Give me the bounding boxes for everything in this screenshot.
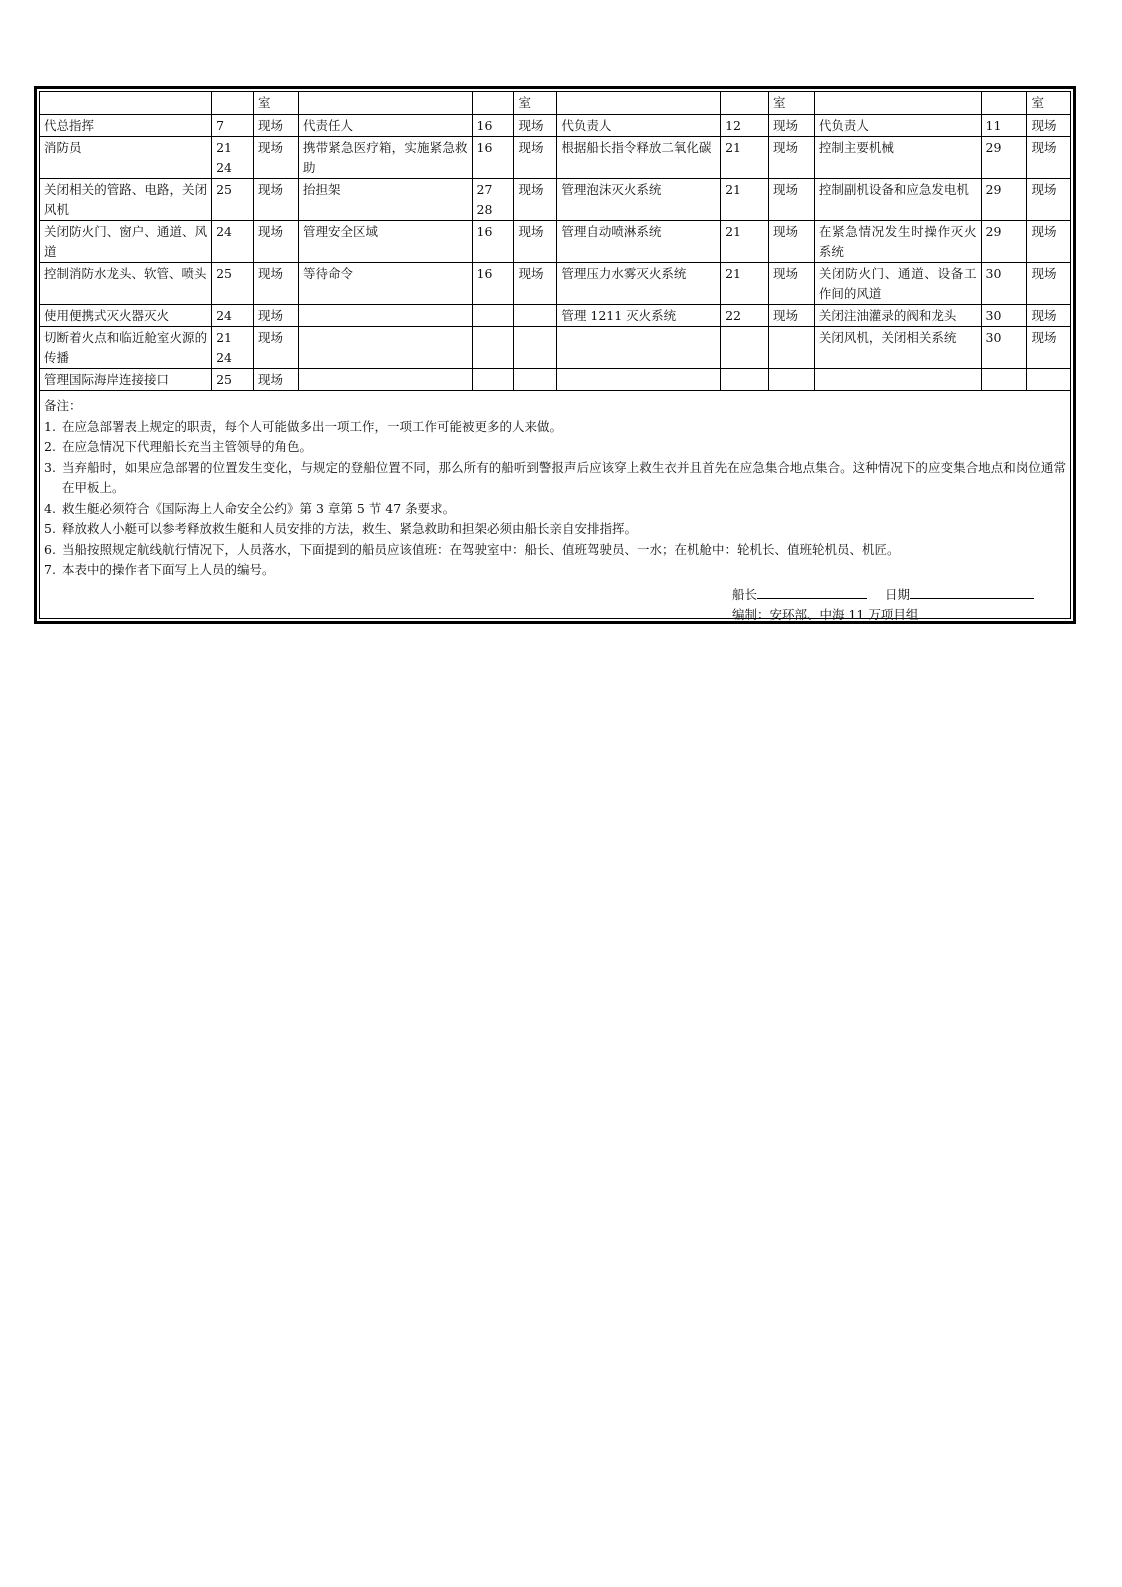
location-col-d-cell — [1027, 368, 1070, 390]
location-col-a-cell: 现场 — [254, 178, 299, 220]
duty-col-c-cell: 管理自动喷淋系统 — [557, 220, 721, 262]
duty-col-b-cell: 管理安全区域 — [298, 220, 472, 262]
number-col-c-cell: 21 — [721, 136, 769, 178]
duty-col-c-cell: 代负责人 — [557, 114, 721, 136]
note-item — [44, 540, 1066, 561]
note-number: 7. — [44, 562, 56, 577]
location-col-c-cell: 室 — [768, 92, 814, 114]
duty-col-c-cell — [557, 368, 721, 390]
duty-col-c-cell: 管理泡沫灭火系统 — [557, 178, 721, 220]
duty-col-b-cell: 抬担架 — [298, 178, 472, 220]
note-number: 3. — [44, 459, 56, 475]
number-col-c-cell — [721, 92, 769, 114]
location-col-d-cell: 现场 — [1027, 326, 1070, 368]
number-col-b-cell: 27 28 — [472, 178, 514, 220]
note-text: 释放救人小艇可以参考释放救生艇和人员安排的方法，救生、紧急救助和担架必须由船长亲自安排指挥。 — [62, 521, 638, 536]
notes-section — [40, 396, 1070, 581]
date-blank — [910, 584, 1034, 599]
note-number: 5. — [44, 521, 56, 536]
note-text: 当船按照规定航线航行情况下，人员落水，下面提到的船员应该值班：在驾驶室中：船长、值班驾驶员、一水；在机舱中：轮机长、值班轮机员、机匠。 — [62, 541, 900, 557]
location-col-c-cell: 现场 — [768, 114, 814, 136]
duty-col-b-cell — [298, 368, 472, 390]
compiled-by: 编制：安环部、中海 11 万项目组 — [732, 607, 919, 622]
location-col-d-cell: 现场 — [1027, 220, 1070, 262]
captain-label: 船长 — [732, 587, 758, 602]
number-col-d-cell: 29 — [981, 136, 1027, 178]
emergency-table-frame — [34, 86, 1076, 624]
number-col-a-cell: 21 24 — [212, 326, 254, 368]
table-row — [40, 220, 1070, 262]
duty-col-a-cell: 代总指挥 — [40, 114, 212, 136]
duty-col-b-cell: 代责任人 — [298, 114, 472, 136]
location-col-c-cell — [768, 368, 814, 390]
duty-col-c-cell — [557, 92, 721, 114]
note-number: 2. — [44, 439, 56, 454]
table-row — [40, 178, 1070, 220]
number-col-d-cell: 30 — [981, 304, 1027, 326]
notes-list — [44, 417, 1066, 581]
location-col-d-cell: 现场 — [1027, 114, 1070, 136]
duty-col-d-cell — [814, 368, 981, 390]
table-row — [40, 136, 1070, 178]
duty-col-b-cell — [298, 304, 472, 326]
duty-col-d-cell: 关闭防火门、通道、设备工作间的风道 — [814, 262, 981, 304]
location-col-a-cell: 现场 — [254, 304, 299, 326]
number-col-a-cell: 21 24 — [212, 136, 254, 178]
duty-col-c-cell: 根据船长指令释放二氧化碳 — [557, 136, 721, 178]
duty-col-c-cell: 管理 1211 灭火系统 — [557, 304, 721, 326]
duty-col-b-cell: 携带紧急医疗箱，实施紧急救助 — [298, 136, 472, 178]
location-col-b-cell: 现场 — [514, 262, 557, 304]
number-col-a-cell: 25 — [212, 178, 254, 220]
number-col-d-cell — [981, 92, 1027, 114]
number-col-a-cell: 24 — [212, 304, 254, 326]
location-col-b-cell: 室 — [514, 92, 557, 114]
note-number: 6. — [44, 541, 56, 557]
location-col-c-cell: 现场 — [768, 220, 814, 262]
duty-col-d-cell: 代负责人 — [814, 114, 981, 136]
location-col-a-cell: 现场 — [254, 262, 299, 304]
location-col-b-cell: 现场 — [514, 178, 557, 220]
number-col-c-cell: 21 — [721, 262, 769, 304]
location-col-c-cell — [768, 326, 814, 368]
number-col-b-cell — [472, 368, 514, 390]
location-col-c-cell: 现场 — [768, 304, 814, 326]
number-col-d-cell: 29 — [981, 220, 1027, 262]
location-col-c-cell: 现场 — [768, 136, 814, 178]
number-col-d-cell: 29 — [981, 178, 1027, 220]
number-col-b-cell — [472, 326, 514, 368]
number-col-b-cell: 16 — [472, 262, 514, 304]
number-col-c-cell: 21 — [721, 178, 769, 220]
duty-col-a-cell: 管理国际海岸连接接口 — [40, 368, 212, 390]
location-col-a-cell: 室 — [254, 92, 299, 114]
number-col-b-cell: 16 — [472, 114, 514, 136]
note-item — [44, 417, 1066, 438]
location-col-a-cell: 现场 — [254, 136, 299, 178]
notes-title: 备注： — [44, 398, 82, 413]
table-header-row — [40, 92, 1070, 114]
number-col-b-cell: 16 — [472, 136, 514, 178]
number-col-a-cell: 7 — [212, 114, 254, 136]
note-item — [44, 437, 1066, 458]
location-col-c-cell: 现场 — [768, 178, 814, 220]
note-text: 本表中的操作者下面写上人员的编号。 — [62, 562, 275, 577]
duty-col-a-cell: 控制消防水龙头、软管、喷头 — [40, 262, 212, 304]
duty-col-b-cell: 等待命令 — [298, 262, 472, 304]
table-row — [40, 114, 1070, 136]
duty-col-d-cell: 在紧急情况发生时操作灭火系统 — [814, 220, 981, 262]
number-col-d-cell — [981, 368, 1027, 390]
note-text: 当弃船时，如果应急部署的位置发生变化，与规定的登船位置不同，那么所有的船听到警报声后应该穿上救生衣并且首先在应急集合地点集合。这种情况下的应变集合地点和岗位通常在甲板上。 — [62, 459, 1066, 495]
location-col-a-cell: 现场 — [254, 326, 299, 368]
note-item — [44, 519, 1066, 540]
number-col-c-cell: 12 — [721, 114, 769, 136]
number-col-d-cell: 11 — [981, 114, 1027, 136]
note-number: 4. — [44, 500, 56, 516]
location-col-b-cell — [514, 368, 557, 390]
number-col-b-cell — [472, 92, 514, 114]
table-row — [40, 262, 1070, 304]
note-text: 救生艇必须符合《国际海上人命安全公约》第 3 章第 5 节 47 条要求。 — [62, 500, 456, 516]
location-col-d-cell: 现场 — [1027, 136, 1070, 178]
number-col-b-cell: 16 — [472, 220, 514, 262]
note-text: 在应急部署表上规定的职责，每个人可能做多出一项工作，一项工作可能被更多的人来做。 — [62, 418, 563, 434]
duty-col-a-cell: 关闭相关的管路、电路，关闭风机 — [40, 178, 212, 220]
duty-col-a-cell: 消防员 — [40, 136, 212, 178]
number-col-a-cell: 25 — [212, 368, 254, 390]
duty-col-a-cell: 切断着火点和临近舱室火源的传播 — [40, 326, 212, 368]
number-col-c-cell: 21 — [721, 220, 769, 262]
note-item — [44, 499, 1066, 520]
location-col-b-cell: 现场 — [514, 136, 557, 178]
location-col-c-cell: 现场 — [768, 262, 814, 304]
duty-col-a-cell: 使用便携式灭火器灭火 — [40, 304, 212, 326]
note-item — [44, 458, 1066, 499]
number-col-a-cell: 25 — [212, 262, 254, 304]
table-row — [40, 326, 1070, 368]
duty-col-a-cell — [40, 92, 212, 114]
note-number: 1. — [44, 418, 56, 434]
table-row — [40, 304, 1070, 326]
location-col-d-cell: 现场 — [1027, 304, 1070, 326]
date-label: 日期 — [884, 587, 910, 602]
duty-col-b-cell — [298, 326, 472, 368]
location-col-d-cell: 室 — [1027, 92, 1070, 114]
location-col-b-cell: 现场 — [514, 220, 557, 262]
duty-col-d-cell — [814, 92, 981, 114]
number-col-d-cell: 30 — [981, 262, 1027, 304]
emergency-duty-table — [40, 92, 1070, 391]
duty-col-d-cell: 控制主要机械 — [814, 136, 981, 178]
number-col-b-cell — [472, 304, 514, 326]
number-col-c-cell: 22 — [721, 304, 769, 326]
location-col-d-cell: 现场 — [1027, 178, 1070, 220]
duty-col-d-cell: 关闭注油灌录的阀和龙头 — [814, 304, 981, 326]
duty-col-c-cell — [557, 326, 721, 368]
number-col-c-cell — [721, 368, 769, 390]
captain-signature-blank — [757, 584, 867, 599]
location-col-b-cell — [514, 326, 557, 368]
number-col-d-cell: 30 — [981, 326, 1027, 368]
signature-block — [732, 584, 1034, 625]
note-item — [44, 560, 1066, 581]
number-col-c-cell — [721, 326, 769, 368]
duty-col-a-cell: 关闭防火门、窗户、通道、风道 — [40, 220, 212, 262]
location-col-b-cell — [514, 304, 557, 326]
location-col-a-cell: 现场 — [254, 114, 299, 136]
location-col-b-cell: 现场 — [514, 114, 557, 136]
duty-col-b-cell — [298, 92, 472, 114]
duty-col-c-cell: 管理压力水雾灭火系统 — [557, 262, 721, 304]
number-col-a-cell — [212, 92, 254, 114]
note-text: 在应急情况下代理船长充当主管领导的角色。 — [62, 439, 313, 454]
location-col-a-cell: 现场 — [254, 220, 299, 262]
location-col-a-cell: 现场 — [254, 368, 299, 390]
duty-col-d-cell: 关闭风机，关闭相关系统 — [814, 326, 981, 368]
duty-col-d-cell: 控制副机设备和应急发电机 — [814, 178, 981, 220]
table-inner-border — [39, 91, 1071, 622]
signature-line — [732, 584, 1034, 605]
location-col-d-cell: 现场 — [1027, 262, 1070, 304]
number-col-a-cell: 24 — [212, 220, 254, 262]
table-row — [40, 368, 1070, 390]
